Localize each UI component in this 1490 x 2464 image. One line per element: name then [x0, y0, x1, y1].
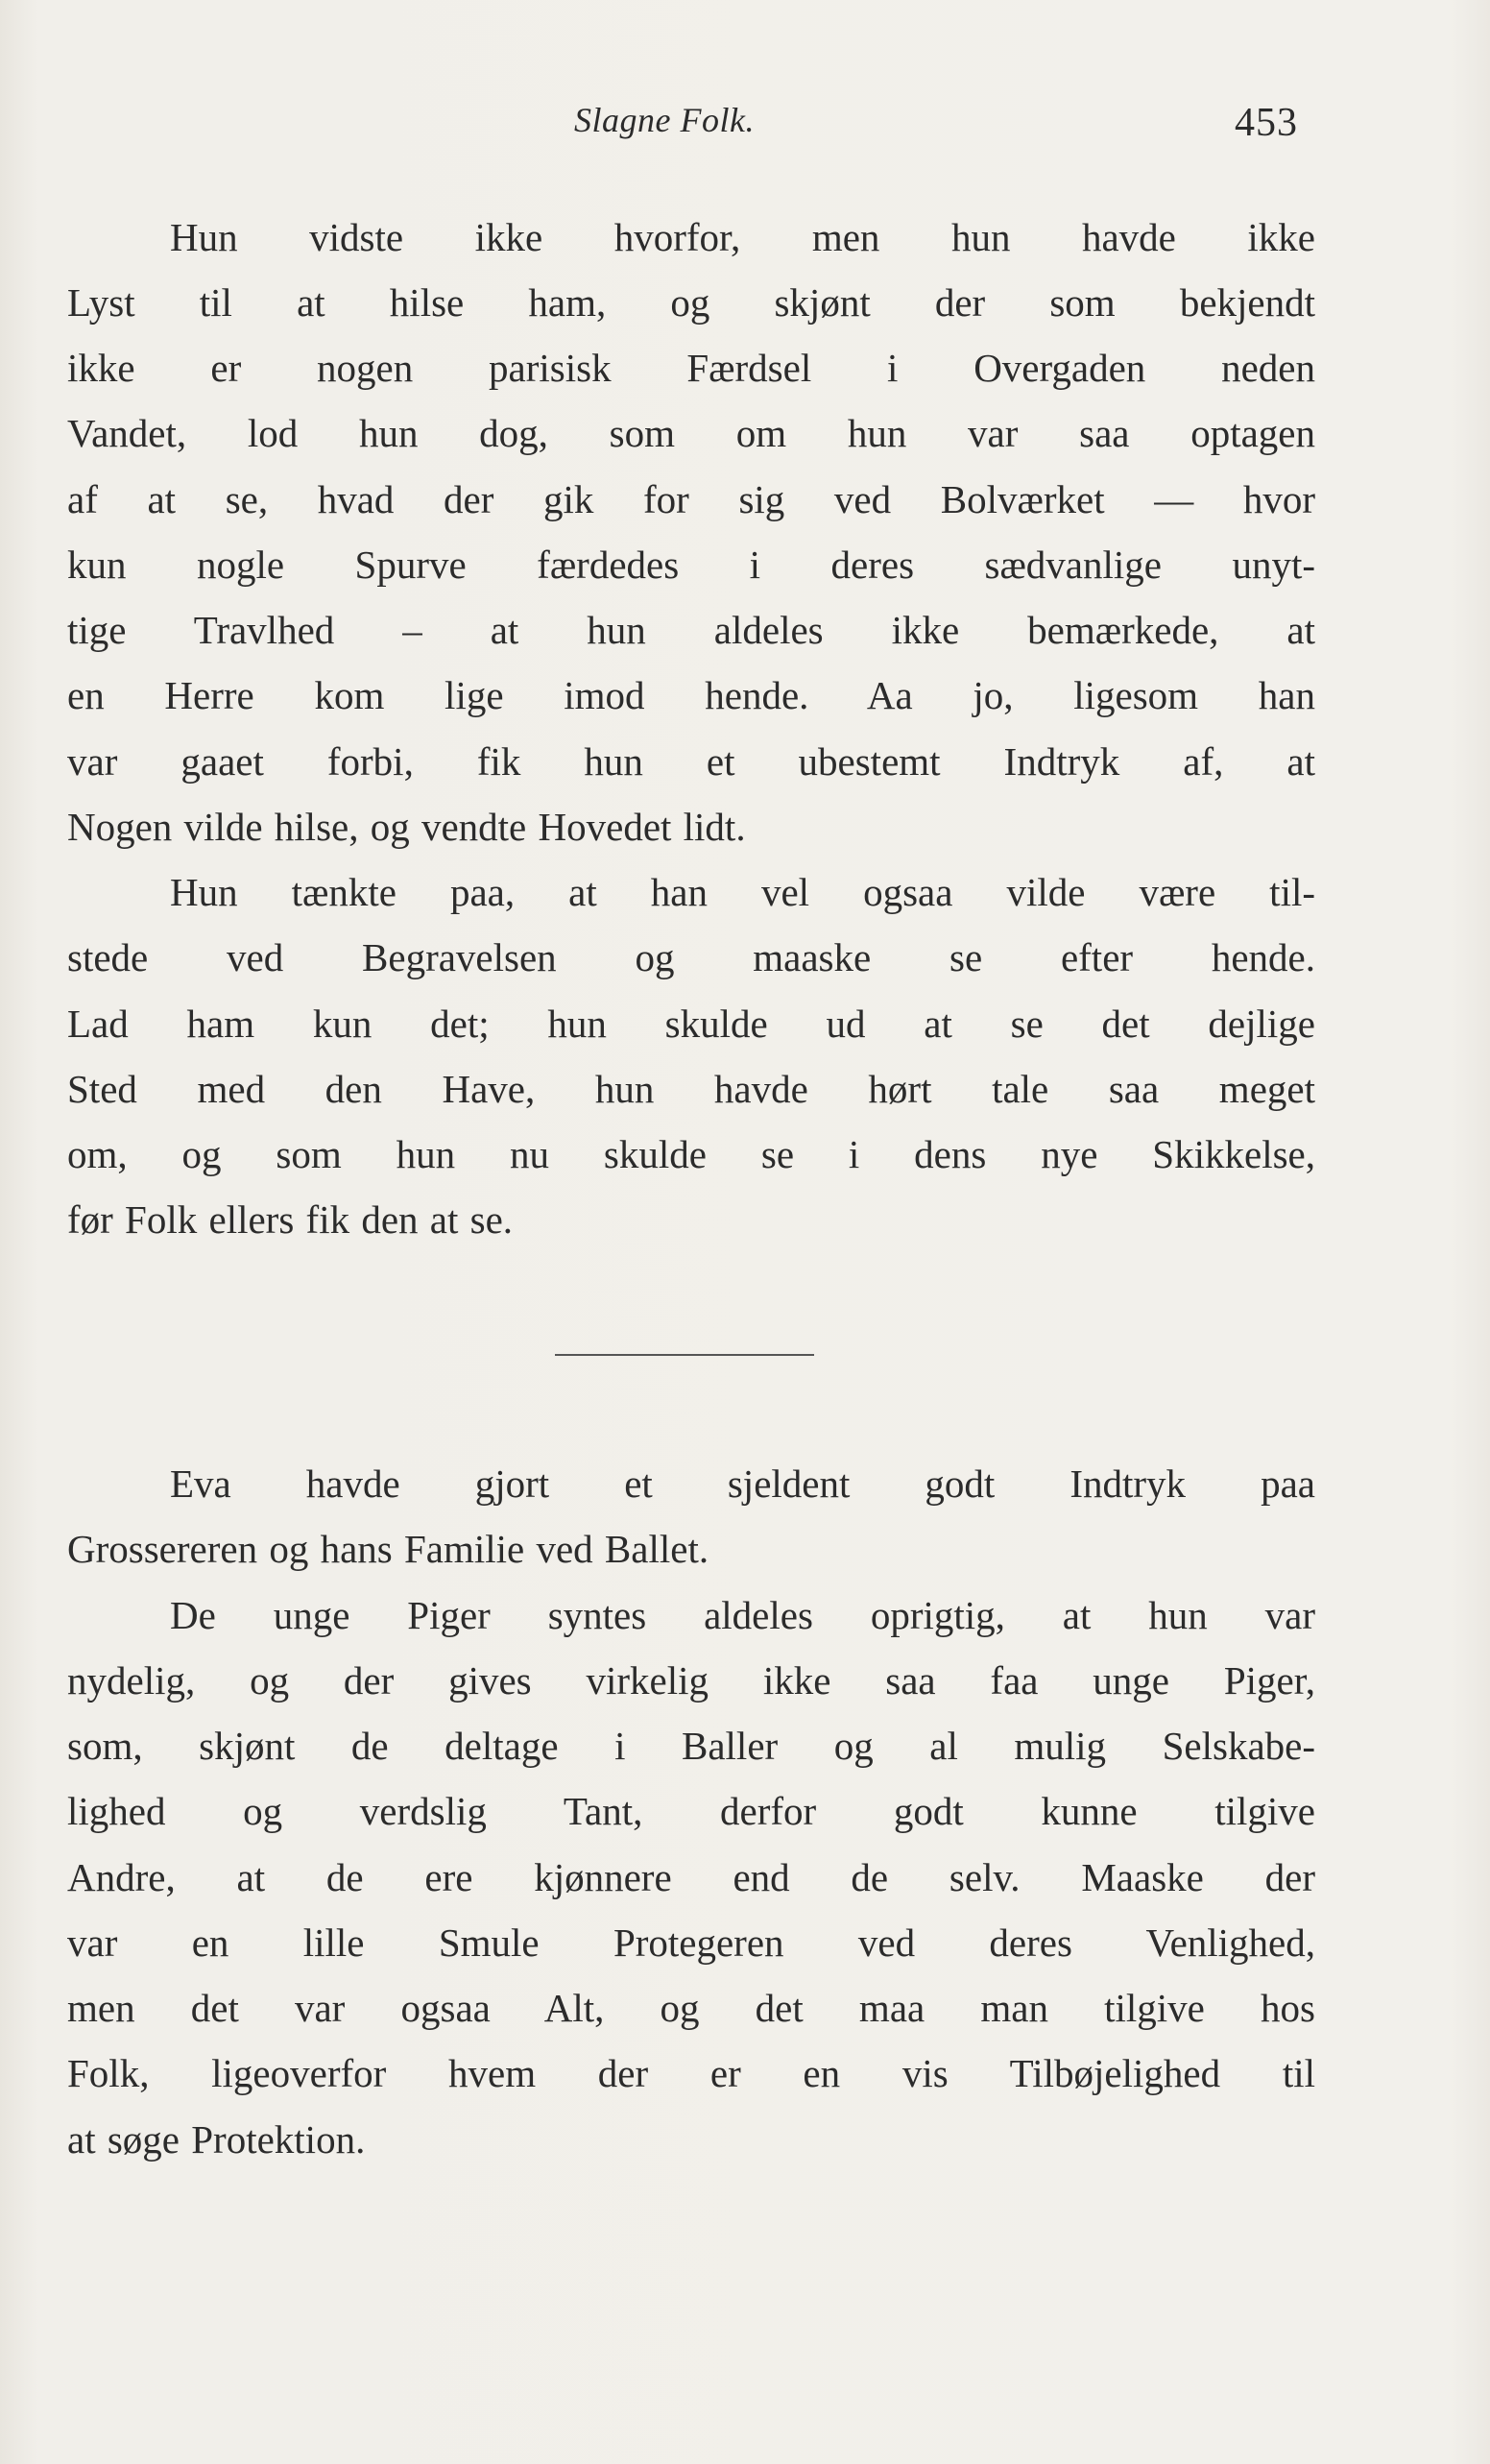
text-line: Vandet, lod hun dog, som om hun var saa optagen	[67, 411, 1315, 455]
text-line: af at se, hvad der gik for sig ved Bolværket — hvor	[67, 477, 1315, 521]
text-line: før Folk ellers fik den at se.	[67, 1197, 514, 1242]
text-line: var gaaet forbi, fik hun et ubestemt Indtryk af, at	[67, 739, 1315, 784]
text-line: stede ved Begravelsen og maaske se efter hende.	[67, 935, 1315, 979]
text-line: tige Travlhed – at hun aldeles ikke bemærkede, at	[67, 608, 1315, 652]
text-line: men det var ogsaa Alt, og det maa man tilgive hos	[67, 1986, 1315, 2030]
text-line: som, skjønt de deltage i Baller og al mulig Selskabe-	[67, 1724, 1315, 1768]
page-number: 453	[1235, 101, 1298, 145]
text-line: Hun tænkte paa, at han vel ogsaa vilde være til-	[170, 870, 1315, 914]
text-line: en Herre kom lige imod hende. Aa jo, ligesom han	[67, 673, 1315, 717]
text-line: Lad ham kun det; hun skulde ud at se det dejlige	[67, 1002, 1315, 1046]
text-line: var en lille Smule Protegeren ved deres Venlighed,	[67, 1920, 1315, 1965]
text-line: kun nogle Spurve færdedes i deres sædvanlige unyt-	[67, 543, 1315, 587]
text-line: Sted med den Have, hun havde hørt tale saa meget	[67, 1067, 1315, 1111]
text-line: Nogen vilde hilse, og vendte Hovedet lidt.	[67, 805, 746, 849]
page-header	[0, 100, 1490, 157]
text-line: Andre, at de ere kjønnere end de selv. Maaske der	[67, 1855, 1315, 1899]
running-title: Slagne Folk.	[574, 101, 755, 139]
text-line: Eva havde gjort et sjeldent godt Indtryk paa	[170, 1461, 1315, 1506]
text-line: at søge Protektion.	[67, 2117, 366, 2162]
text-line: De unge Piger syntes aldeles oprigtig, at hun var	[170, 1593, 1315, 1637]
text-line: Lyst til at hilse ham, og skjønt der som bekjendt	[67, 280, 1315, 325]
text-line: om, og som hun nu skulde se i dens nye Skikkelse,	[67, 1132, 1315, 1176]
text-line: Folk, ligeoverfor hvem der er en vis Tilbøjelighed til	[67, 2051, 1315, 2095]
text-line: lighed og verdslig Tant, derfor godt kunne tilgive	[67, 1789, 1315, 1833]
text-line: nydelig, og der gives virkelig ikke saa faa unge Piger,	[67, 1658, 1315, 1703]
text-line: Grossereren og hans Familie ved Ballet.	[67, 1527, 709, 1571]
text-line: Hun vidste ikke hvorfor, men hun havde ikke	[170, 215, 1315, 259]
section-divider	[555, 1354, 814, 1356]
text-line: ikke er nogen parisisk Færdsel i Overgaden neden	[67, 346, 1315, 390]
